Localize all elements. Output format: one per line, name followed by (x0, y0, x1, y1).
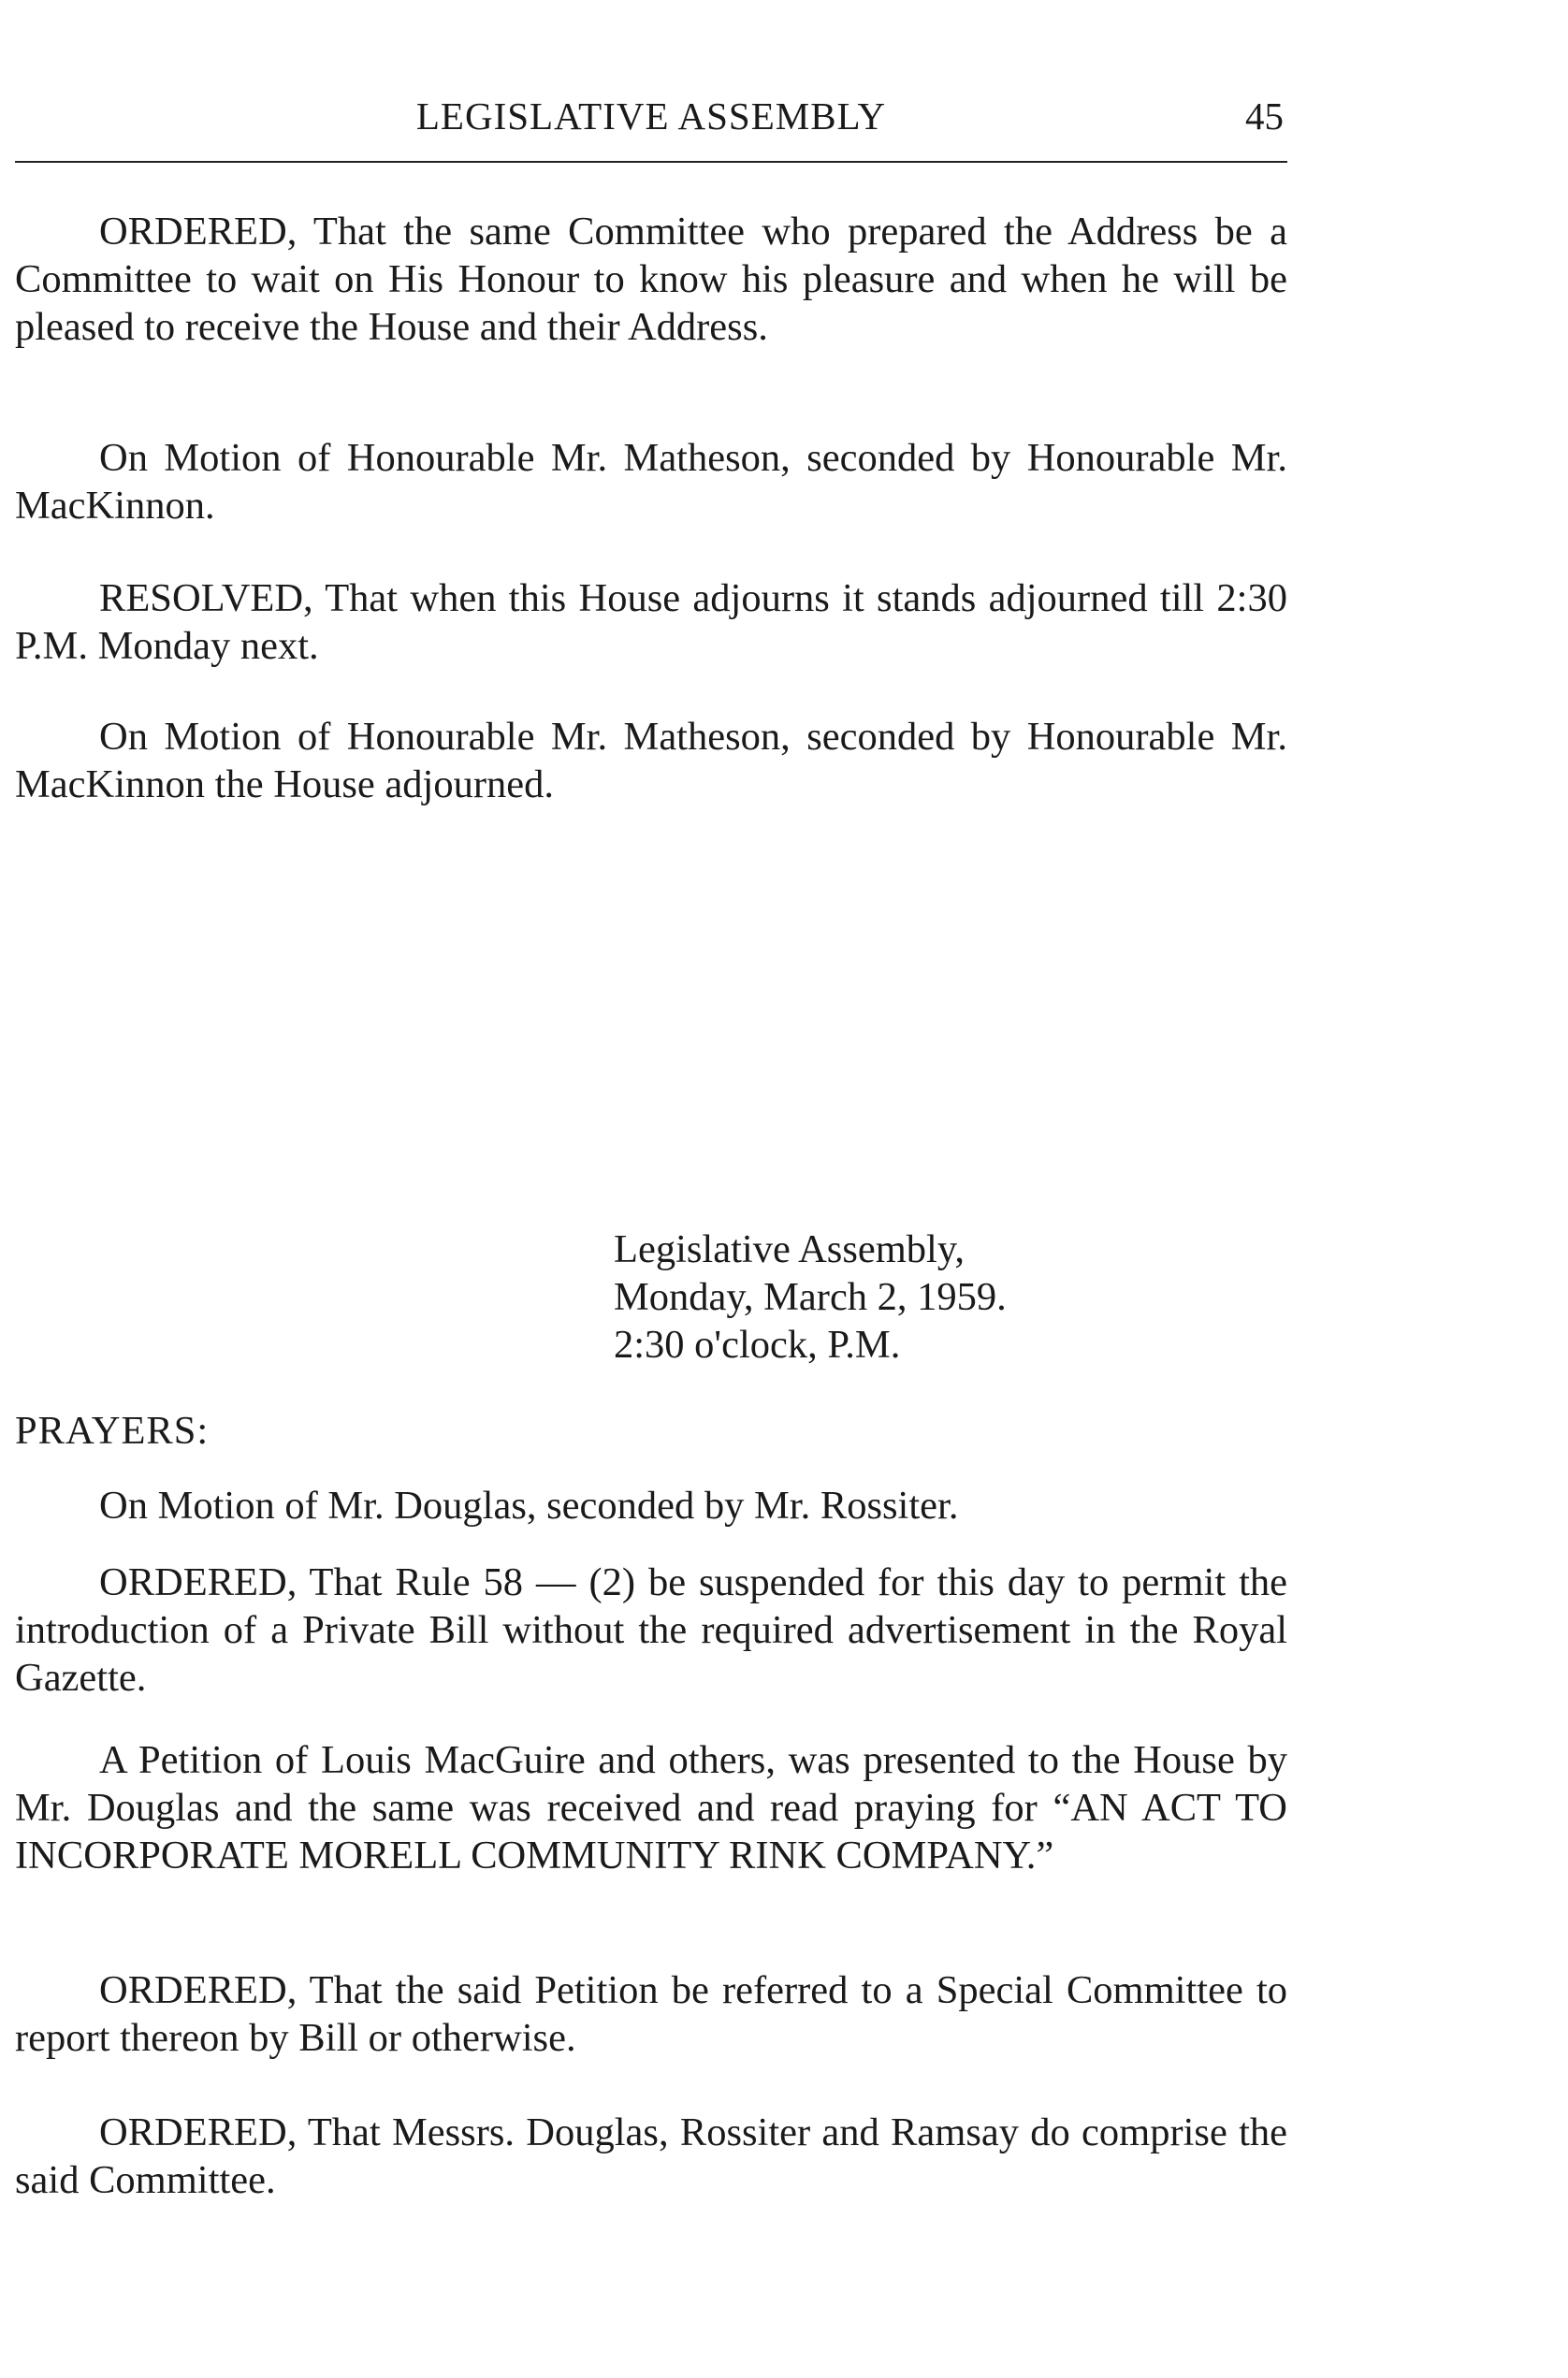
paragraph-ordered-committee: ORDERED, That the same Committee who prepared the Address be a Committee to wait on His Honour to know his pleasure and when he will be pleased to receive the House and their Address. (15, 210, 1287, 349)
dateline-date: Monday, March 2, 1959. (614, 1275, 1007, 1319)
paragraph-ordered-messrs: ORDERED, That Messrs. Douglas, Rossiter and Ramsay do comprise the said Committee. (15, 2110, 1287, 2202)
paragraph-motion-matheson-1: On Motion of Honourable Mr. Matheson, seconded by Honourable Mr. MacKinnon. (15, 436, 1287, 528)
paragraph-motion-matheson-2: On Motion of Honourable Mr. Matheson, seconded by Honourable Mr. MacKinnon the House adjourned. (15, 715, 1287, 806)
sitting-dateline (614, 1225, 1269, 1369)
page-header (15, 94, 1287, 150)
paragraph-ordered-special-committee: ORDERED, That the said Petition be referred to a Special Committee to report thereon by Bill or otherwise. (15, 1968, 1287, 2060)
prayers-heading: PRAYERS: (15, 1409, 210, 1453)
dateline-assembly: Legislative Assembly, (614, 1227, 965, 1271)
header-rule (15, 161, 1287, 163)
page-number: 45 (1245, 94, 1284, 138)
document-page (15, 0, 1287, 2378)
paragraph-ordered-rule-58: ORDERED, That Rule 58 — (2) be suspended for this day to permit the introduction of a Private Bill without the required advertisement in the Royal Gazette. (15, 1560, 1287, 1700)
paragraph-resolved-adjourn: RESOLVED, That when this House adjourns it stands adjourned till 2:30 P.M. Monday next. (15, 576, 1287, 668)
dateline-time: 2:30 o'clock, P.M. (614, 1323, 901, 1367)
running-title: LEGISLATIVE ASSEMBLY (415, 94, 887, 138)
paragraph-motion-douglas: On Motion of Mr. Douglas, seconded by Mr. Rossiter. (99, 1484, 959, 1528)
paragraph-petition: A Petition of Louis MacGuire and others, was presented to the House by Mr. Douglas and the same was received and read praying for “AN ACT TO INCORPORATE MORELL COMMUNITY RINK COMPANY.” (15, 1738, 1287, 1878)
